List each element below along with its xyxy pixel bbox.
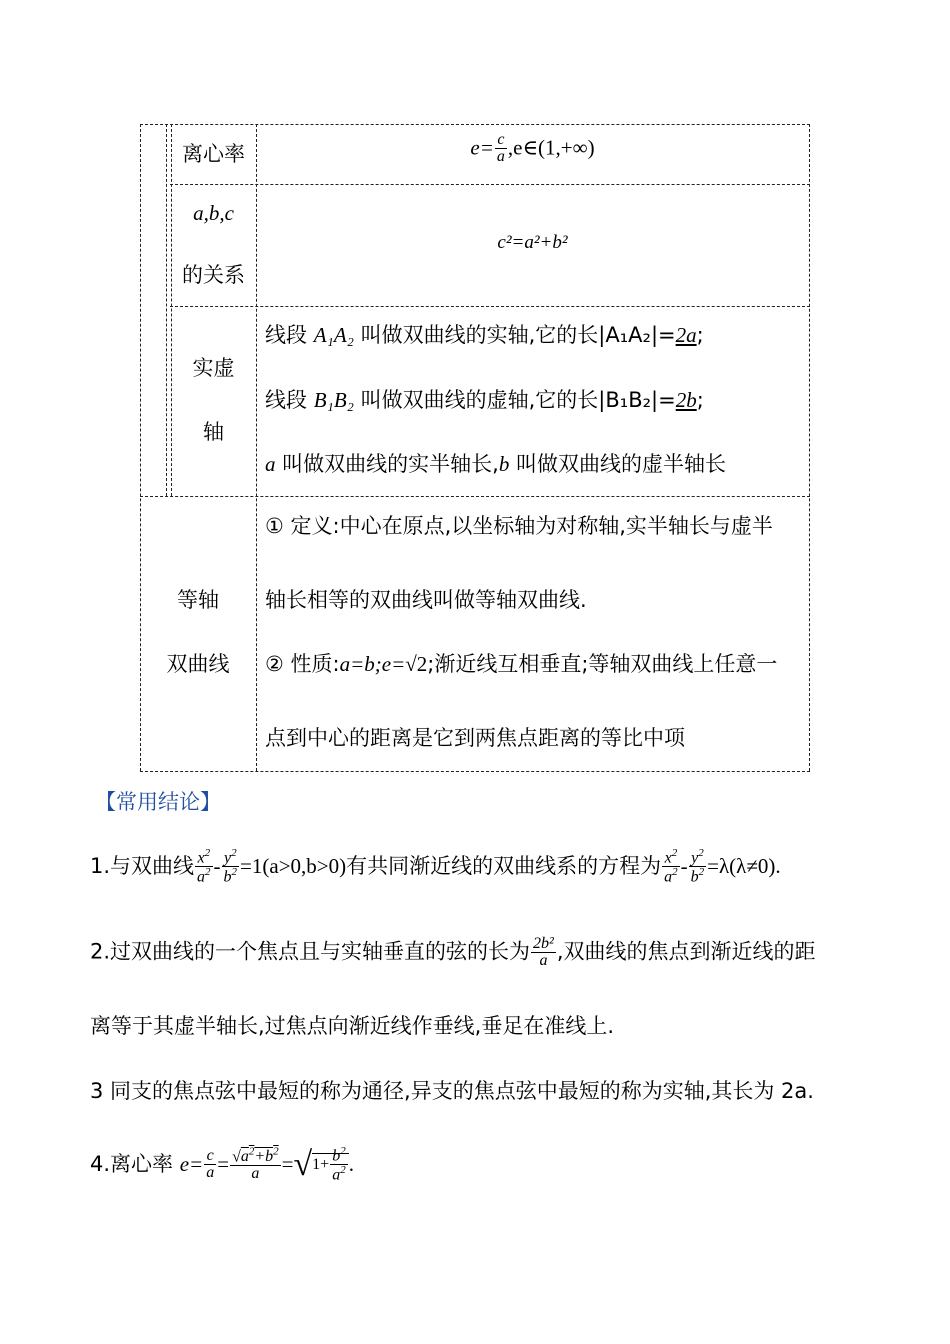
conclusion-3: 3 同支的焦点弦中最短的称为通径,异支的焦点弦中最短的称为实轴,其长为 2a. bbox=[90, 1079, 814, 1103]
fraction-y2-b2: $\frac{y^2}{b^2}$ bbox=[223, 847, 238, 886]
table-border-right bbox=[809, 124, 810, 771]
row-eccentricity-formula: e= $\frac{c}{a}$ ,e∈(1,+∞) bbox=[470, 131, 595, 165]
row-equiaxial-label-line1: 等轴 bbox=[177, 588, 219, 612]
row-abc-label-line1: a,b,c bbox=[193, 201, 234, 225]
fraction-2b2-over-a: $\frac{\text{2b²}}{a}$ bbox=[533, 935, 554, 969]
section-heading: 【常用结论】 bbox=[95, 790, 221, 814]
semi-axis-text: a 叫做双曲线的实半轴长,b 叫做双曲线的虚半轴长 bbox=[265, 452, 727, 476]
fraction-c-over-a: $\frac{c}{a}$ bbox=[496, 131, 505, 165]
row-equiaxial-label-line2: 双曲线 bbox=[166, 652, 230, 676]
conclusion-2-line2: 离等于其虚半轴长,过焦点向渐近线作垂线,垂足在准线上. bbox=[90, 1014, 615, 1038]
row-abc-formula: c²=a²+b² bbox=[497, 232, 568, 253]
equiaxial-property-line2: 点到中心的距离是它到两焦点距离的等比中项 bbox=[265, 726, 685, 750]
row-axes-label-line1: 实虚 bbox=[192, 356, 235, 380]
table-divider bbox=[170, 306, 810, 307]
table-border-top bbox=[140, 124, 810, 125]
equiaxial-definition-line2: 轴长相等的双曲线叫做等轴双曲线. bbox=[265, 588, 587, 612]
fraction-x2-a2: $\frac{x^2}{a^2}$ bbox=[664, 847, 678, 886]
equiaxial-property-line1: ② 性质:a=b;e=√2;渐近线互相垂直;等轴双曲线上任意一 bbox=[265, 652, 778, 676]
equiaxial-definition-line1: ① 定义:中心在原点,以坐标轴为对称轴,实半轴长与虚半 bbox=[265, 514, 773, 538]
fraction-y2-b2: $\frac{y^2}{b^2}$ bbox=[690, 847, 705, 886]
fraction-x2-a2: $\frac{x^2}{a^2}$ bbox=[197, 847, 211, 886]
conclusion-4: 4.离心率 e= $\frac{c}{a}$ = $\frac{√a^2+b^2}{a}$ =√1+ $\frac{b^2}{a^2}$ . bbox=[90, 1145, 354, 1184]
conclusion-2-line1: 2.过双曲线的一个焦点且与实轴垂直的弦的长为 $\frac{\text{2b²}}{a}$ ,双曲线的焦点到渐近线的距 bbox=[90, 935, 816, 969]
table-divider bbox=[256, 124, 257, 771]
row-abc-label-line2: 的关系 bbox=[182, 263, 245, 287]
fraction-sqrt-a2b2-over-a: $\frac{√a^2+b^2}{a}$ bbox=[232, 1146, 279, 1183]
table-divider bbox=[170, 184, 810, 185]
table-divider bbox=[166, 124, 167, 496]
conclusion-1: 1.与双曲线 $\frac{x^2}{a^2}$ - $\frac{y^2}{b^2}$ =1(a>0,b>0)有共同渐近线的双曲线系的方程为 $\frac{x^2}{a^2}$ - $\frac{y^2}{b^2}$ =λ(λ≠0). bbox=[90, 847, 781, 886]
row-axes-label-line2: 轴 bbox=[203, 420, 224, 444]
real-axis-text: 线段 A₁A₂ 叫做双曲线的实轴,它的长|A₁A₂|=2a; bbox=[265, 323, 704, 347]
row-eccentricity-label: 离心率 bbox=[182, 142, 245, 166]
table-border-bottom bbox=[140, 771, 810, 772]
imaginary-axis-text: 线段 B₁B₂ 叫做双曲线的虚轴,它的长|B₁B₂|=2b; bbox=[265, 388, 704, 412]
sqrt-expression: √ bbox=[293, 1145, 313, 1183]
fraction-c-over-a: $\frac{c}{a}$ bbox=[206, 1147, 215, 1182]
table-divider bbox=[140, 496, 810, 497]
